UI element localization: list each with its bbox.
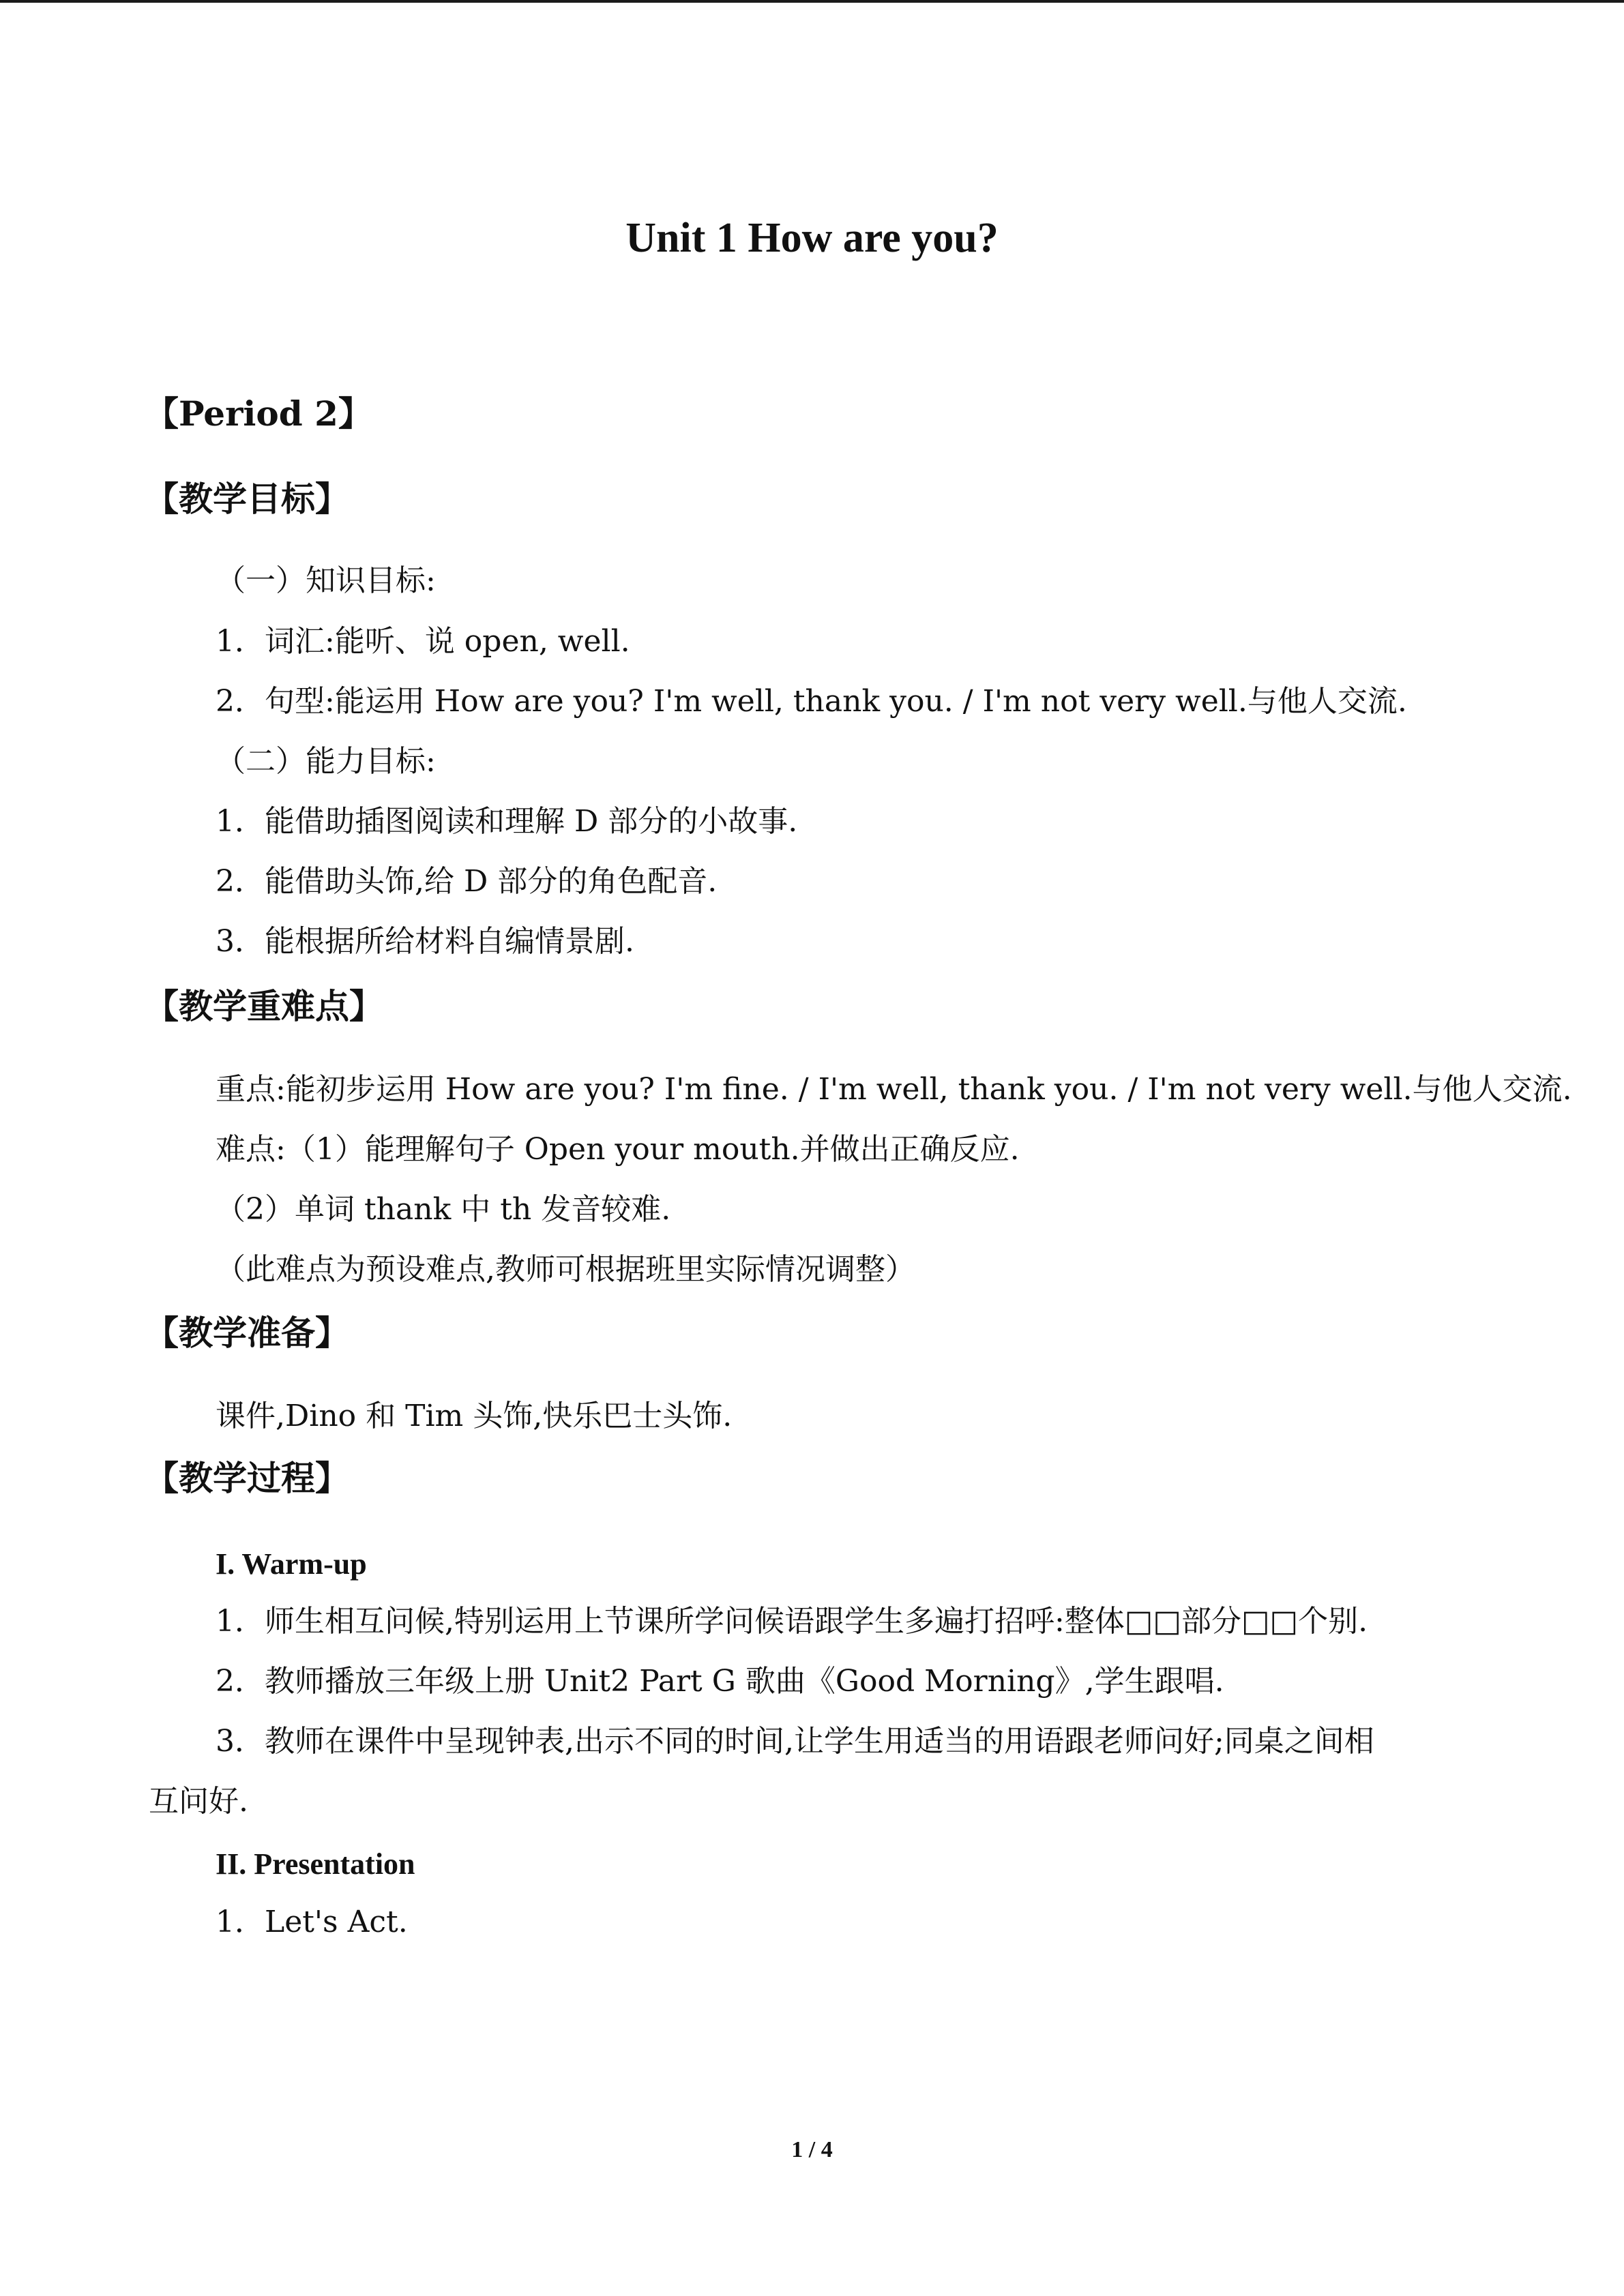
objectives-heading: 【教学目标】 [145, 479, 349, 519]
warmup-item: 1．师生相互问候,特别运用上节课所学问候语跟学生多遍打招呼:整体□□部分□□个别. [216, 1604, 1368, 1639]
page-number: 1 / 4 [791, 2137, 833, 2162]
document-title: Unit 1 How are you? [625, 215, 999, 261]
warmup-item: 3．教师在课件中呈现钟表,出示不同的时间,让学生用适当的用语跟老师问好;同桌之间相 [216, 1724, 1374, 1759]
warmup-item-continuation: 互问好. [149, 1784, 248, 1819]
process-heading: 【教学过程】 [145, 1458, 349, 1498]
key-points-heading: 【教学重难点】 [145, 986, 383, 1026]
period-heading: 【Period 2】 [145, 393, 372, 434]
presentation-title: II. Presentation [216, 1847, 415, 1881]
presentation-item: 1．Let's Act. [216, 1905, 408, 1939]
ability-objectives-title: （二）能力目标: [216, 744, 436, 779]
difficulty-line: （2）单词 thank 中 th 发音较难. [216, 1192, 671, 1227]
warmup-item: 2．教师播放三年级上册 Unit2 Part G 歌曲《Good Morning》,学生跟唱. [216, 1664, 1224, 1699]
preparation-text: 课件,Dino 和 Tim 头饰,快乐巴士头饰. [216, 1399, 733, 1433]
ability-item: 3．能根据所给材料自编情景剧. [216, 924, 634, 959]
difficulty-note: （此难点为预设难点,教师可根据班里实际情况调整） [216, 1252, 915, 1287]
ability-item: 2．能借助头饰,给 D 部分的角色配音. [216, 864, 718, 899]
key-point-line: 重点:能初步运用 How are you? I'm fine. / I'm well, thank you. / I'm not very well.与他人交流. [216, 1072, 1572, 1107]
knowledge-objectives-title: （一）知识目标: [216, 563, 436, 598]
difficulty-line: 难点:（1）能理解句子 Open your mouth.并做出正确反应. [216, 1132, 1020, 1167]
warmup-title: I. Warm-up [216, 1547, 367, 1581]
preparation-heading: 【教学准备】 [145, 1313, 349, 1353]
knowledge-item: 1．词汇:能听、说 open, well. [216, 624, 630, 659]
ability-item: 1．能借助插图阅读和理解 D 部分的小故事. [216, 804, 798, 839]
knowledge-item: 2．句型:能运用 How are you? I'm well, thank you. / I'm not very well.与他人交流. [216, 684, 1407, 719]
